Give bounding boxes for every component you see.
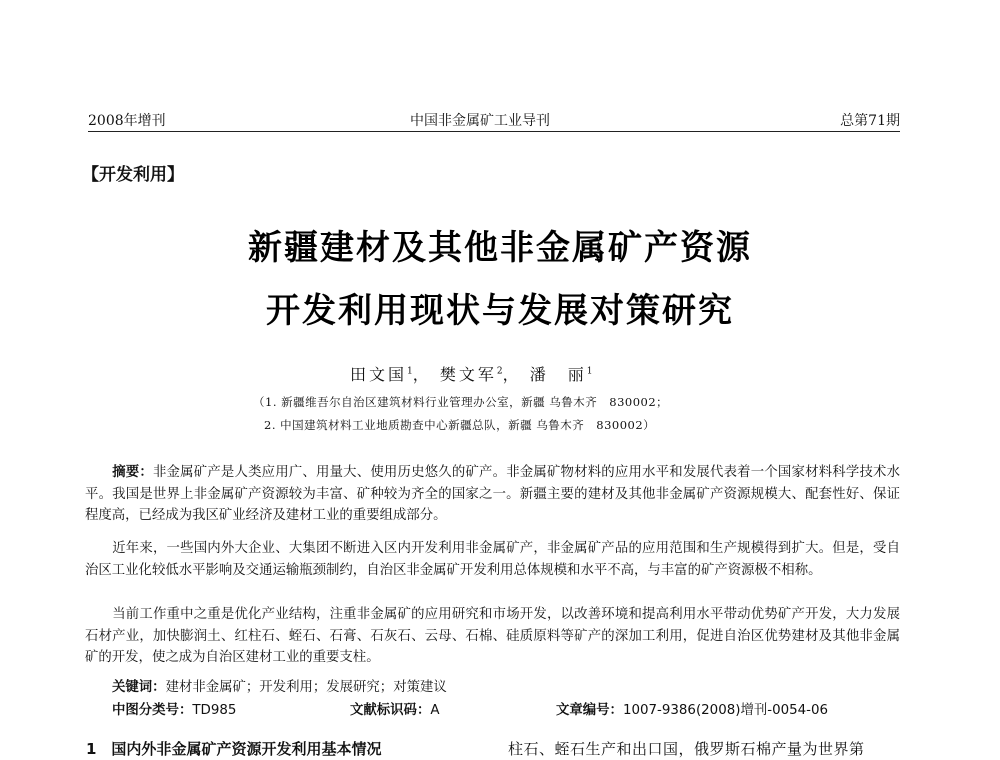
- clc-number: [112, 699, 236, 718]
- abstract-text-2: 近年来，一些国内外大企业、大集团不断进入区内开发利用非金属矿产，非金属矿产品的应用范围和生产规模得到扩大。但是，受自治区工业化较低水平影响及交通运输瓶颈制约，自治区非金属矿开发利用总体规模和水平不高，与丰富的矿产资源极不相称。: [85, 541, 900, 578]
- author-1: 田文国: [350, 365, 408, 384]
- author-1-mark: 1: [407, 366, 413, 377]
- abstract-label: 摘要：: [112, 465, 153, 480]
- author-sep: ，: [502, 365, 522, 384]
- keywords-label: 关键词：: [112, 680, 166, 695]
- header-rule: [88, 131, 900, 132]
- affiliation-2: 2. 中国建筑材料工业地质勘查中心新疆总队，新疆 乌鲁木齐 830002）: [264, 418, 656, 432]
- keywords: [112, 676, 447, 695]
- abstract-text-1: 非金属矿产是人类应用广、用量大、使用历史悠久的矿产。非金属矿物材料的应用水平和发展代表着一个国家材料科学技术水平。我国是世界上非金属矿产资源较为丰富、矿种较为齐全的国家之一。新疆主要的建材及其他非金属矿产资源规模大、配套性好、保证程度高，已经成为我区矿业经济及建材工业的重要组成部分。: [85, 465, 901, 523]
- keywords-text: 建材非金属矿；开发利用；发展研究；对策建议: [165, 680, 447, 695]
- article-number-label: 文章编号：: [556, 703, 623, 718]
- author-2: 樊文军: [439, 365, 497, 384]
- section-1-heading: 1 国内外非金属矿产资源开发利用基本情况: [86, 740, 382, 758]
- affiliation-1: （1. 新疆维吾尔自治区建筑材料行业管理办公室，新疆 乌鲁木齐 830002；: [253, 395, 669, 409]
- title-line-2: 开发利用现状与发展对策研究: [266, 291, 734, 331]
- document-code: [350, 699, 440, 718]
- author-line: [350, 362, 592, 385]
- abstract-paragraph-2: [85, 538, 900, 581]
- body-text-column-2: 柱石、蛭石生产和出口国，俄罗斯石棉产量为世界第: [508, 740, 865, 758]
- issue-label: 2008年增刊: [88, 113, 166, 129]
- journal-name: 中国非金属矿工业导刊: [410, 113, 550, 129]
- article-number: [556, 699, 828, 718]
- doc-code-label: 文献标识码：: [350, 703, 431, 718]
- clc-value: TD985: [192, 703, 237, 718]
- doc-code-value: A: [430, 703, 440, 718]
- abstract-text-3: 当前工作重中之重是优化产业结构，注重非金属矿的应用研究和市场开发，以改善环境和提高利用水平带动优势矿产开发，大力发展石材产业，加快膨润土、红柱石、蛭石、石膏、石灰石、云母、石棉、硅质原料等矿产的深加工利用，促进自治区优势建材及其他非金属矿的开发，使之成为自治区建材工业的重要支柱。: [85, 607, 900, 665]
- title-line-1: 新疆建材及其他非金属矿产资源: [248, 228, 752, 268]
- author-3-mark: 1: [586, 366, 593, 377]
- section-tag: 【开发利用】: [82, 165, 184, 185]
- issue-number: 总第71期: [840, 113, 900, 129]
- article-number-value: 1007-9386(2008)增刊-0054-06: [622, 703, 829, 718]
- abstract-paragraph-1: [85, 462, 900, 527]
- author-2-mark: 2: [496, 366, 503, 377]
- clc-label: 中图分类号：: [112, 703, 193, 718]
- author-3: 潘 丽: [529, 365, 587, 384]
- running-header: [88, 108, 900, 130]
- abstract-paragraph-3: [85, 604, 900, 669]
- author-sep: ，: [412, 365, 432, 384]
